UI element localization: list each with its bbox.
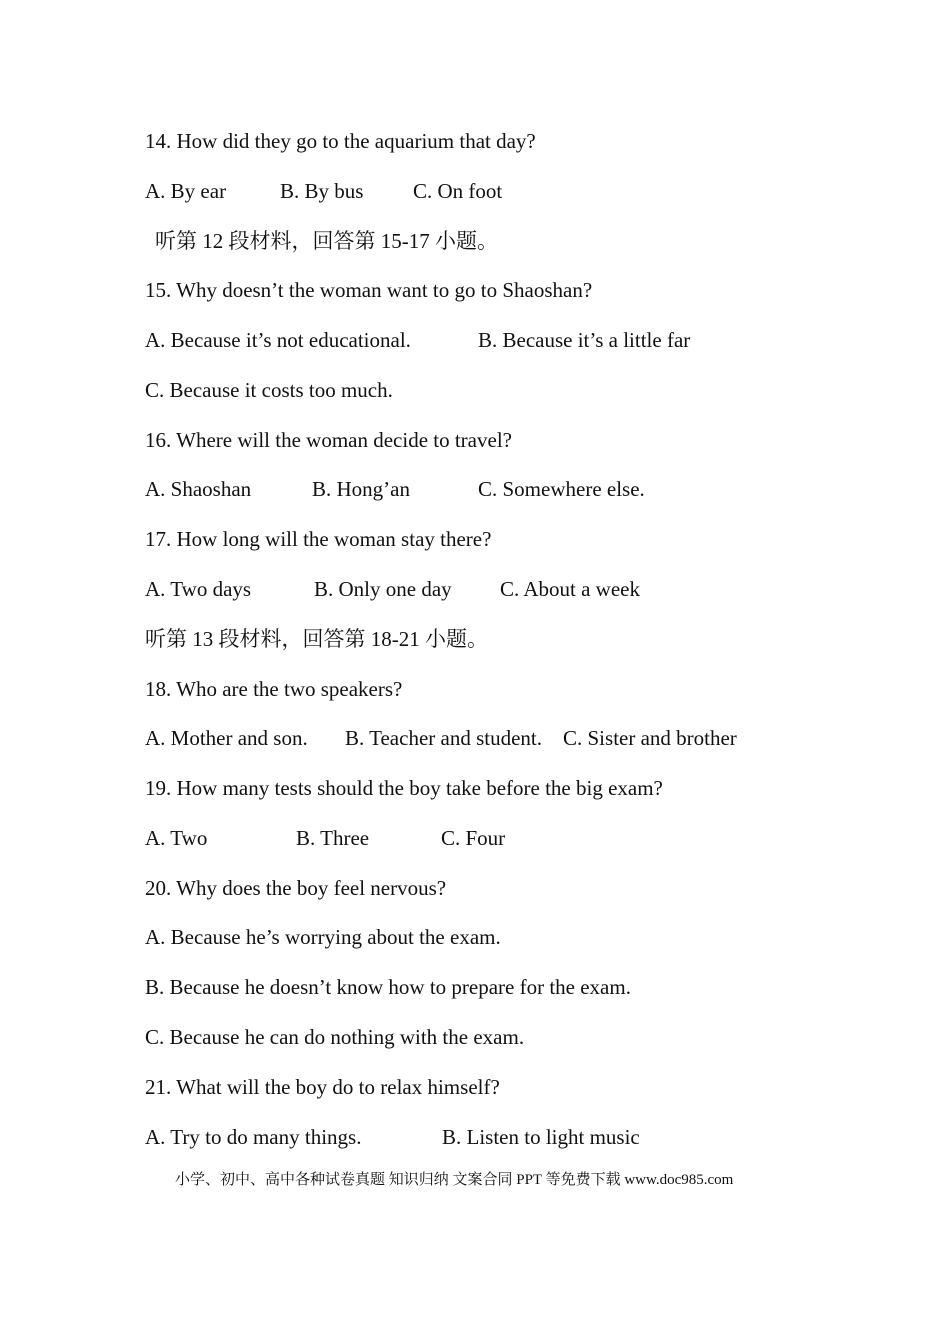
section-heading-12: 听第 12 段材料，回答第 15-17 小题。 xyxy=(155,229,498,253)
option-15-b: B. Because it’s a little far xyxy=(478,328,691,352)
option-17-c: C. About a week xyxy=(500,577,640,601)
option-16-a: A. Shaoshan xyxy=(145,477,252,501)
option-16-b: B. Hong’an xyxy=(312,477,410,501)
question-15: 15. Why doesn’t the woman want to go to Shaoshan? xyxy=(145,278,593,302)
section-heading-13: 听第 13 段材料，回答第 18-21 小题。 xyxy=(145,627,488,651)
option-21-a: A. Try to do many things. xyxy=(145,1125,362,1149)
option-14-b: B. By bus xyxy=(280,179,364,203)
question-14: 14. How did they go to the aquarium that day? xyxy=(145,129,536,153)
option-14-c: C. On foot xyxy=(413,179,503,203)
option-16-c: C. Somewhere else. xyxy=(478,477,645,501)
option-14-a: A. By ear xyxy=(145,179,227,203)
option-19-c: C. Four xyxy=(441,826,506,850)
question-21: 21. What will the boy do to relax himself? xyxy=(145,1075,500,1099)
option-20-b: B. Because he doesn’t know how to prepare for the exam. xyxy=(145,975,631,999)
option-19-a: A. Two xyxy=(145,826,208,850)
option-18-a: A. Mother and son. xyxy=(145,726,308,750)
question-18: 18. Who are the two speakers? xyxy=(145,677,403,701)
question-17: 17. How long will the woman stay there? xyxy=(145,527,492,551)
question-16: 16. Where will the woman decide to travel? xyxy=(145,428,512,452)
option-18-b: B. Teacher and student. xyxy=(345,726,542,750)
footer-text: 小学、初中、高中各种试卷真题 知识归纳 文案合同 PPT 等免费下载 www.doc985.com xyxy=(175,1172,734,1188)
option-17-b: B. Only one day xyxy=(314,577,452,601)
option-15-a: A. Because it’s not educational. xyxy=(145,328,411,352)
option-15-c: C. Because it costs too much. xyxy=(145,378,393,402)
question-19: 19. How many tests should the boy take before the big exam? xyxy=(145,776,663,800)
option-17-a: A. Two days xyxy=(145,577,252,601)
option-19-b: B. Three xyxy=(296,826,370,850)
option-18-c: C. Sister and brother xyxy=(563,726,737,750)
option-20-c: C. Because he can do nothing with the exam. xyxy=(145,1025,525,1049)
option-21-b: B. Listen to light music xyxy=(442,1125,640,1149)
option-20-a: A. Because he’s worrying about the exam. xyxy=(145,925,501,949)
question-20: 20. Why does the boy feel nervous? xyxy=(145,876,447,900)
